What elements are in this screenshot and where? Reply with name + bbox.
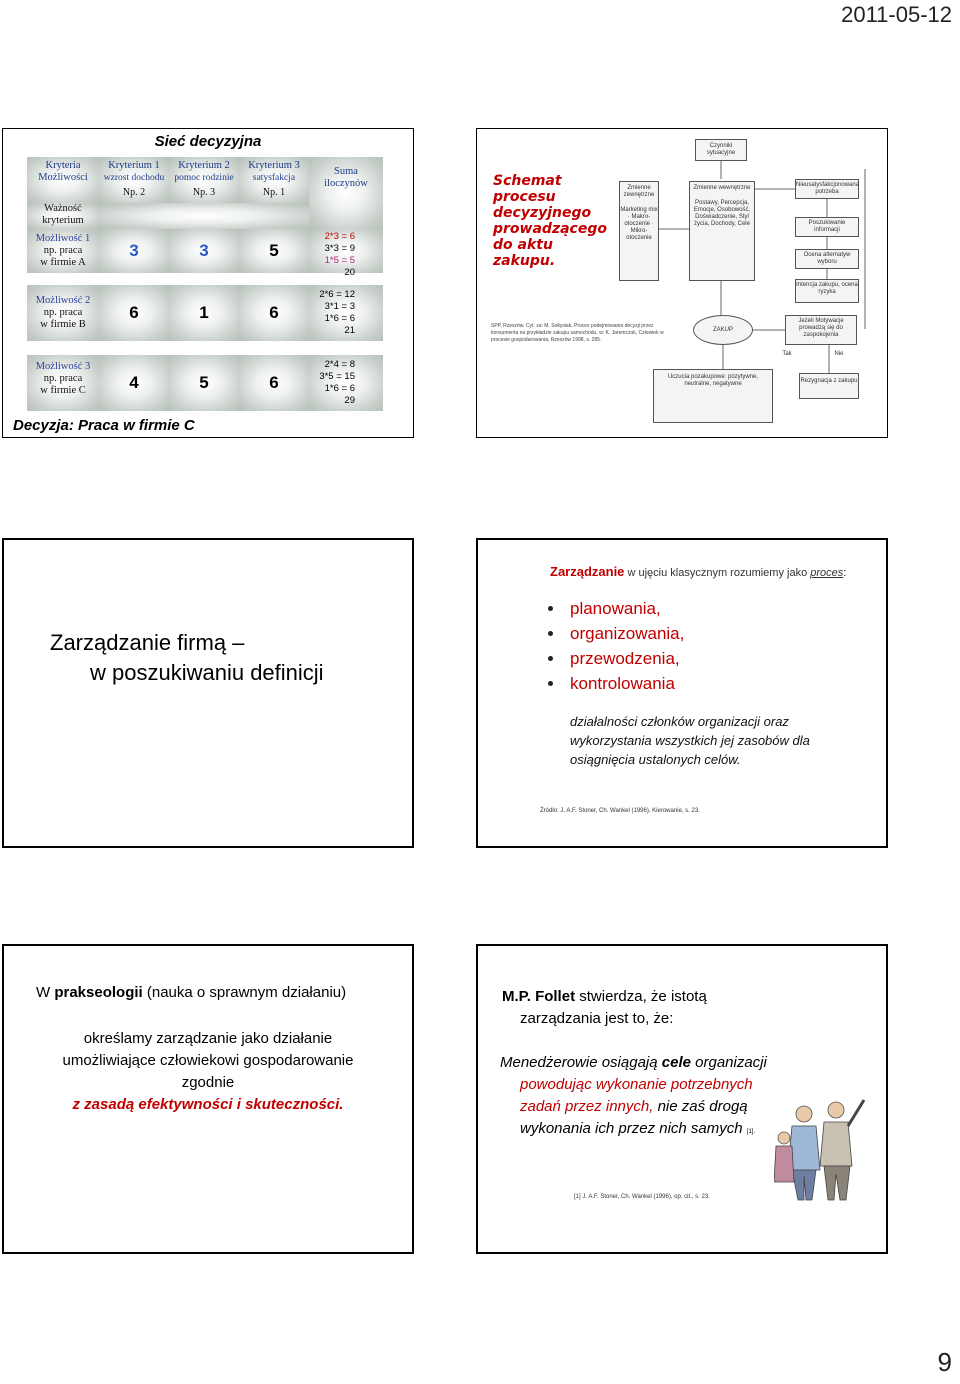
keyword: Zarządzanie [550,564,625,579]
business-people-illustration [774,1096,866,1202]
diagram-box: Intencja zakupu, ocena ryzyka [795,279,859,303]
sum-total: 21 [344,325,355,336]
sum-total: 29 [344,395,355,406]
option-desc: w firmie C [40,385,86,396]
slide-decision-network [2,128,414,438]
slide-definition-title [2,538,414,848]
option-desc: w firmie B [40,319,86,330]
criterion-header [169,157,239,203]
diagram-label: Tak [782,351,792,357]
option-name: Możliwość 2 [35,295,91,306]
slide-decision-schema [476,128,888,438]
corner-label: Kryteria [45,160,81,171]
list-item: kontrolowania [548,671,684,696]
slide-title: Schemat procesu decyzyjnego prowadzącego do aktu zakupu. [493,173,607,269]
weight-label-line: Ważność [44,203,82,214]
text-span: W [36,984,55,1001]
text-span: (nauka o sprawnym działaniu) [142,984,347,1001]
list-item: planowania, [548,596,684,621]
slide-title: Sieć decyzyjna [154,133,262,150]
product-line: 3*5 = 15 [319,371,355,382]
praxeology-line [36,984,346,1001]
option-name: Możliwość 1 [35,233,91,244]
diagram-box: Ocena alternatyw wyboru [795,249,859,269]
diagram-box-text: Marketing mix · Makro-otoczenie · Mikro-otoczenie [620,207,658,241]
option-name: Możliwość 3 [35,361,91,372]
body-line: określamy zarządzanie jako działanie [83,1030,333,1047]
criterion-header [239,157,309,203]
criterion-desc: wzrost dochodu [103,173,165,183]
slide-title-line: w poszukiwaniu definicji [90,660,324,685]
option-label [27,285,99,341]
text-span: stwierdza, że istotą [575,988,707,1005]
body-line: zgodnie [181,1074,235,1091]
page-number: 9 [937,1347,952,1377]
option-desc: np. praca [43,373,83,384]
sum-header [309,157,383,229]
criterion-weight: Np. 1 [262,187,286,198]
option-label [27,229,99,273]
corner-cell [27,157,99,203]
emphasis-line: z zasadą efektywności i skuteczności. [72,1096,344,1113]
diagram-box: Rezygnacja z zakupu [799,373,859,399]
product-line: 1*6 = 6 [324,313,355,324]
diagram-box-title: Zmienne zewnętrzne [623,185,655,198]
weight-spacer [99,203,309,229]
score-cell: 5 [169,355,239,411]
slide-management-process [476,538,888,848]
product-line: 3*3 = 9 [324,243,355,254]
corner-label: Możliwości [38,172,88,183]
product-line: 2*3 = 6 [324,231,355,242]
follet-heading [502,988,707,1005]
list-item: przewodzenia, [548,646,684,671]
sum-label: iloczynów [324,178,368,189]
emphasis-line: powodując wykonanie potrzebnych [520,1076,753,1093]
process-word: proces [810,567,844,579]
list-item: organizowania, [548,621,684,646]
footnote-ref: [1]. [746,1129,756,1135]
decision-text: Decyzja: Praca w firmie C [13,417,195,434]
option-label [27,355,99,411]
author-name: M.P. Follet [502,988,576,1005]
intro-end: : [843,567,847,579]
criterion-name: Kryterium 1 [108,160,160,171]
score-cell: 3 [169,229,239,273]
diagram-box: Uczucia pozakupowe: pozytywne, neutralne, negatywne [653,369,773,423]
score-cell: 4 [99,355,169,411]
footnote: [1] J. A.F. Stoner, Ch. Wankel (1996), op. cit., s. 23. [574,1194,710,1200]
option-desc: np. praca [43,307,83,318]
text-span: wykonania ich przez nich samych [520,1120,743,1137]
weight-label [27,203,99,229]
description-text: działalności członków organizacji oraz wykorzystania wszystkich jej zasobów dla osiągnięcia ustalonych celów. [570,714,810,767]
score-cell: 3 [99,229,169,273]
criterion-name: Kryterium 3 [248,160,300,171]
diagram-ellipse: ZAKUP [693,315,753,345]
product-line: 2*6 = 12 [319,289,355,300]
diagram-box [689,181,755,281]
criterion-name: Kryterium 2 [178,160,230,171]
sum-cell [309,229,383,278]
diagram-box-text: Postawy, Percepcja, Emocje, Osobowość, Doświadczenie, Styl życia, Dochody, Cele [693,200,751,227]
diagram-label: Nie [834,351,844,357]
weight-label-line: kryterium [42,215,84,226]
diagram-box: Nieusatysfakcjonowana potrzeba [795,179,859,199]
criterion-weight: Np. 2 [122,187,146,198]
score-cell: 5 [239,229,309,273]
follet-quote [500,1052,810,1143]
intro-text [550,564,846,579]
slide-title-line: Zarządzanie firmą – [50,630,245,655]
sum-label: Suma [334,166,358,177]
body-line: umożliwiające człowiekowi gospodarowanie [62,1052,354,1069]
source-note: SPP, Rzeszów. Cyt. za: M. Sołtysiak, Proces podejmowania decyzji przez konsumenta na przykładzie zakupu samochodu, w: K. Jaremczuk, Człowiek w procesie gospodarowania, Rzeszów 1998, s. 285. [491,323,664,343]
text-span: organizacji [690,1054,767,1071]
criterion-desc: pomoc rodzinie [174,173,234,183]
praxeology-body [4,1028,412,1116]
date-stamp: 2011-05-12 [841,2,952,27]
product-line: 1*6 = 6 [324,383,355,394]
score-cell: 6 [99,285,169,341]
score-cell: 6 [239,355,309,411]
function-list [548,596,684,696]
diagram-box-title: Zmienne wewnętrzne [693,185,751,191]
sum-cell [309,355,383,411]
sum-cell [309,285,383,341]
follet-heading-2: zarządzania jest to, że: [520,1010,674,1027]
intro-mid: w ujęciu klasycznym rozumiemy jako [624,567,811,579]
source-note: Źródło: J. A.F. Stoner, Ch. Wankel (1996), Kierowanie, s. 23. [540,808,700,814]
product-line: 1*5 = 5 [324,255,355,266]
criterion-weight: Np. 3 [192,187,216,198]
diagram-box [619,181,659,281]
diagram-box: Poszukiwanie informacji [795,217,859,237]
score-cell: 1 [169,285,239,341]
text-span: Menedżerowie osiągają [500,1054,662,1071]
text-span: nie zaś drogą [653,1098,748,1115]
diagram-box: Czynniki sytuacyjne [695,139,747,161]
product-line: 3*1 = 3 [324,301,355,312]
diagram-box: Jeżeli Motywacje prowadzą się do zaspokojenia [785,315,857,345]
product-line: 2*4 = 8 [324,359,355,370]
bold-term: cele [661,1054,691,1071]
score-cell: 6 [239,285,309,341]
option-desc: np. praca [43,245,83,256]
option-desc: w firmie A [40,257,86,268]
bold-term: prakseologii [54,984,143,1001]
slide-follet [476,944,888,1254]
sum-total: 20 [344,267,355,278]
slide-praxeology [2,944,414,1254]
criterion-header [99,157,169,203]
criterion-desc: satysfakcja [252,173,296,183]
emphasis-span: zadań przez innych, [520,1098,654,1115]
